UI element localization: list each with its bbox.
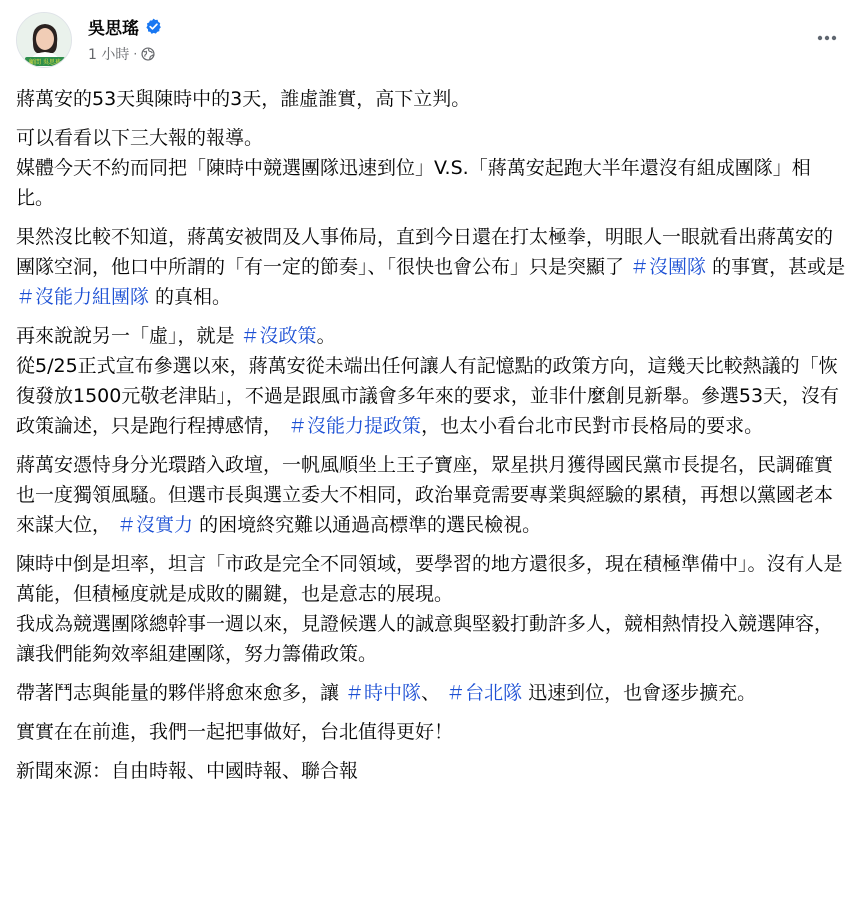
more-options-button[interactable] xyxy=(809,20,845,56)
hashtag-link[interactable]: ＃台北隊 xyxy=(446,682,523,704)
paragraph-text xyxy=(16,450,846,540)
text-run: 迅速到位，也會逐步擴充。 xyxy=(522,682,757,704)
post-time[interactable]: 1 小時 xyxy=(88,47,130,63)
hashtag-link[interactable]: ＃沒能力組團隊 xyxy=(16,286,150,308)
paragraph-2 xyxy=(16,123,846,213)
text-run: 帶著鬥志與能量的夥伴將愈來愈多，讓 xyxy=(16,682,346,704)
paragraph-text xyxy=(16,222,846,312)
text-run: 蔣萬安憑恃身分光環踏入政壇，一帆風順坐上王子寶座，眾星拱月獲得國民黨市長提名，民調確實也一度獨領風騷。但選市長與選立委大不相同，政治畢竟需要專業與經驗的累積，再想以黨國老本來謀大位， xyxy=(16,454,834,536)
text-run: 。 xyxy=(316,325,336,347)
paragraph-text: 媒體今天不約而同把「陳時中競選團隊迅速到位」V.S.「蔣萬安起跑大半年還沒有組成團隊」相比。 xyxy=(16,157,811,209)
paragraph-text: 我成為競選團隊總幹事一週以來，見證候選人的誠意與堅毅打動許多人，競相熱情投入競選陣容，讓我們能夠效率組建團隊，努力籌備政策。 xyxy=(16,613,834,665)
paragraph-7 xyxy=(16,678,846,708)
paragraph-text: 蔣萬安的53天與陳時中的3天，誰虛誰實，高下立判。 xyxy=(16,88,471,110)
paragraph-1 xyxy=(16,84,846,114)
paragraph-text xyxy=(16,678,846,708)
avatar[interactable] xyxy=(16,12,72,68)
text-run: 再來說說另一「虛」，就是 xyxy=(16,325,241,347)
paragraph-text xyxy=(16,351,846,441)
post-header xyxy=(16,12,845,68)
author-row xyxy=(88,14,162,39)
paragraph-3 xyxy=(16,222,846,312)
text-run: 的事實，甚或是 xyxy=(706,256,846,278)
hashtag-link[interactable]: ＃沒能力提政策 xyxy=(288,415,422,437)
paragraph-text: 陳時中倒是坦率，坦言「市政是完全不同領域，要學習的地方還很多，現在積極準備中」。沒有人是萬能，但積極度就是成敗的關鍵，也是意志的展現。 xyxy=(16,553,843,605)
hashtag-link[interactable]: ＃時中隊 xyxy=(345,682,422,704)
text-run: 果然沒比較不知道，蔣萬安被問及人事佈局，直到今日還在打太極拳，明眼人一眼就看出蔣萬安的團隊空洞，他口中所謂的「有一定的節奏」、「很快也會公布」只是突顯了 xyxy=(16,226,834,278)
text-run: 的困境終究難以通過高標準的選民檢視。 xyxy=(193,514,542,536)
verified-badge-icon xyxy=(145,18,162,35)
author-name[interactable]: 吳思瑤 xyxy=(88,19,139,39)
paragraph-9 xyxy=(16,756,846,786)
hashtag-link[interactable]: ＃沒實力 xyxy=(117,514,194,536)
globe-icon[interactable] xyxy=(141,47,155,61)
paragraph-8 xyxy=(16,717,846,747)
paragraph-4 xyxy=(16,321,846,441)
post-meta xyxy=(88,44,155,64)
paragraph-text xyxy=(16,321,846,351)
paragraph-6 xyxy=(16,549,846,669)
text-run: 的真相。 xyxy=(149,286,232,308)
paragraph-text: 新聞來源：自由時報、中國時報、聯合報 xyxy=(16,760,359,782)
more-options-icon xyxy=(817,35,837,41)
meta-separator: · xyxy=(133,47,138,61)
paragraph-text: 可以看看以下三大報的報導。 xyxy=(16,127,264,149)
text-run: ，也太小看台北市民對市長格局的要求。 xyxy=(421,415,764,437)
paragraph-text: 實實在在前進，我們一起把事做好，台北值得更好！ xyxy=(16,721,454,743)
avatar-banner: 顧問 吳思瑤 xyxy=(29,59,61,66)
text-run: 、 xyxy=(421,682,447,704)
paragraph-5 xyxy=(16,450,846,540)
text-run: 從5/25正式宣布參選以來，蔣萬安從未端出任何讓人有記憶點的政策方向，這幾天比較熱議的「恢復發放1500元敬老津貼」，不過是跟風市議會多年來的要求，並非什麼創見新舉。參選53天，沒有政策論述，只是跑行程搏感情， xyxy=(16,355,840,437)
hashtag-link[interactable]: ＃沒團隊 xyxy=(630,256,707,278)
hashtag-link[interactable]: ＃沒政策 xyxy=(240,325,317,347)
post-body xyxy=(16,84,846,795)
avatar-portrait-icon xyxy=(17,13,72,68)
